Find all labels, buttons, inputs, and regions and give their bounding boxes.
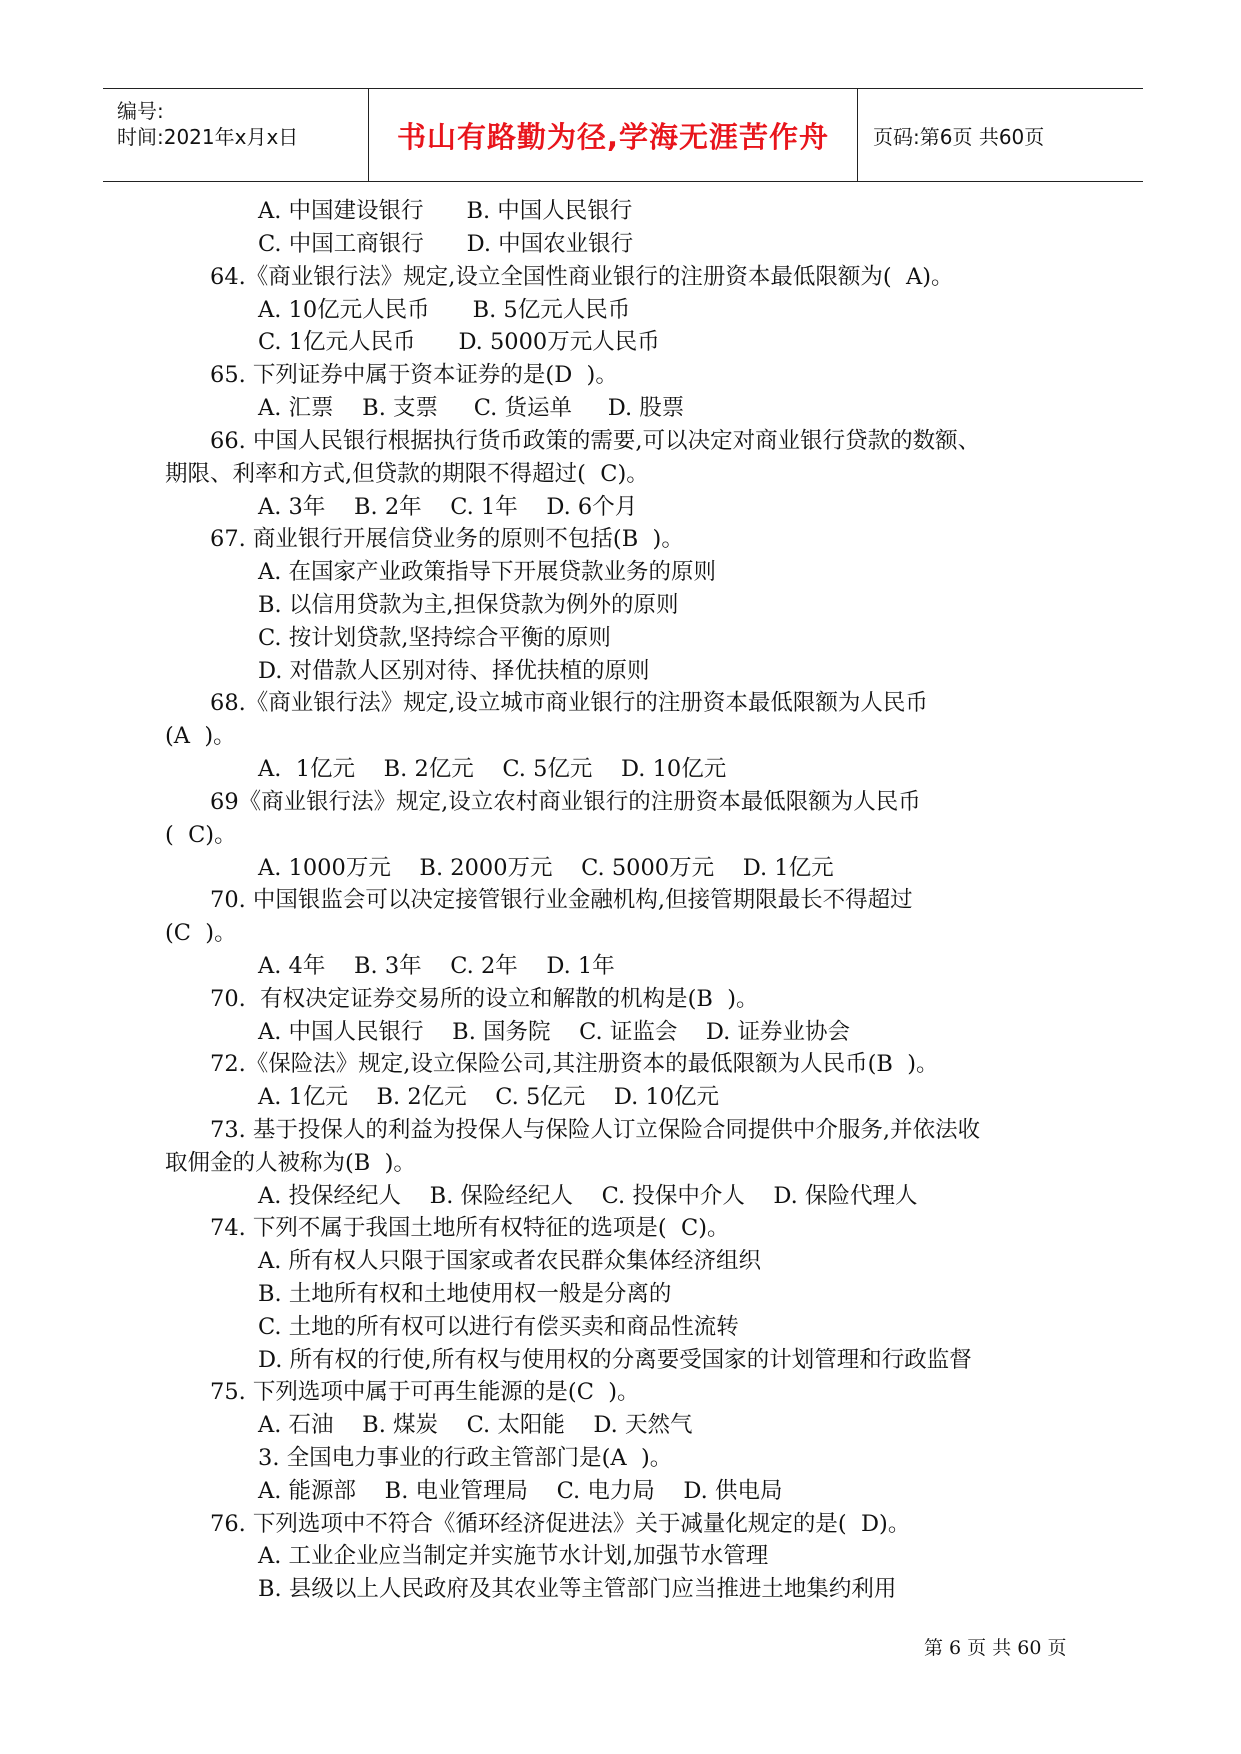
text-line: 66. 中国人民银行根据执行货币政策的需要,可以决定对商业银行贷款的数额、: [210, 428, 981, 454]
text-line: A. 所有权人只限于国家或者农民群众集体经济组织: [258, 1248, 762, 1274]
text-line: A. 1亿元 B. 2亿元 C. 5亿元 D. 10亿元: [258, 1084, 720, 1110]
text-line: D. 对借款人区别对待、择优扶植的原则: [258, 658, 650, 684]
text-line: 65. 下列证券中属于资本证券的是(D )。: [210, 362, 618, 388]
text-line: 67. 商业银行开展信贷业务的原则不包括(B )。: [210, 526, 684, 552]
text-line: A. 1亿元 B. 2亿元 C. 5亿元 D. 10亿元: [258, 756, 727, 782]
text-line: B. 县级以上人民政府及其农业等主管部门应当推进土地集约利用: [258, 1576, 897, 1602]
text-line: C. 按计划贷款,坚持综合平衡的原则: [258, 625, 611, 651]
text-line: A. 3年 B. 2年 C. 1年 D. 6个月: [258, 494, 638, 520]
text-line: A. 中国人民银行 B. 国务院 C. 证监会 D. 证券业协会: [258, 1019, 850, 1045]
text-line: B. 以信用贷款为主,担保贷款为例外的原则: [258, 592, 679, 618]
text-line: 74. 下列不属于我国土地所有权特征的选项是( C)。: [210, 1215, 730, 1241]
page-header: [103, 88, 1143, 182]
page-number-label: 页码:第6页 共60页: [873, 124, 1045, 149]
text-line: 75. 下列选项中属于可再生能源的是(C )。: [210, 1379, 640, 1405]
text-line: 取佣金的人被称为(B )。: [165, 1150, 416, 1176]
text-line: A. 10亿元人民币 B. 5亿元人民币: [258, 297, 631, 323]
text-line: A. 在国家产业政策指导下开展贷款业务的原则: [258, 559, 717, 585]
text-line: (C )。: [165, 920, 237, 946]
text-line: D. 所有权的行使,所有权与使用权的分离要受国家的计划管理和行政监督: [258, 1347, 972, 1373]
text-line: A. 工业企业应当制定并实施节水计划,加强节水管理: [258, 1543, 769, 1569]
text-line: A. 汇票 B. 支票 C. 货运单 D. 股票: [258, 395, 685, 421]
document-code-label: 编号:: [117, 99, 164, 123]
text-line: 期限、利率和方式,但贷款的期限不得超过( C)。: [165, 461, 649, 487]
text-line: 70. 中国银监会可以决定接管银行业金融机构,但接管期限最长不得超过: [210, 887, 913, 913]
text-line: 72.《保险法》规定,设立保险公司,其注册资本的最低限额为人民币(B )。: [210, 1051, 939, 1077]
text-line: C. 1亿元人民币 D. 5000万元人民币: [258, 329, 660, 355]
text-line: 64.《商业银行法》规定,设立全国性商业银行的注册资本最低限额为( A)。: [210, 264, 954, 290]
text-line: A. 投保经纪人 B. 保险经纪人 C. 投保中介人 D. 保险代理人: [258, 1183, 918, 1209]
text-line: A. 1000万元 B. 2000万元 C. 5000万元 D. 1亿元: [258, 855, 834, 881]
document-time-label: 时间:2021年x月x日: [117, 125, 299, 149]
text-line: C. 中国工商银行 D. 中国农业银行: [258, 231, 634, 257]
page-footer: 第 6 页 共 60 页: [924, 1637, 1067, 1659]
text-line: B. 土地所有权和土地使用权一般是分离的: [258, 1281, 672, 1307]
text-line: 69《商业银行法》规定,设立农村商业银行的注册资本最低限额为人民币: [210, 789, 921, 815]
text-line: 70. 有权决定证券交易所的设立和解散的机构是(B )。: [210, 986, 759, 1012]
text-line: 73. 基于投保人的利益为投保人与保险人订立保险合同提供中介服务,并依法收: [210, 1117, 981, 1143]
text-line: A. 4年 B. 3年 C. 2年 D. 1年: [258, 953, 615, 979]
text-line: 68.《商业银行法》规定,设立城市商业银行的注册资本最低限额为人民币: [210, 690, 928, 716]
text-line: (A )。: [165, 723, 236, 749]
text-line: A. 石油 B. 煤炭 C. 太阳能 D. 天然气: [258, 1412, 693, 1438]
motto-title: 书山有路勤为径,学海无涯苦作舟: [369, 89, 858, 181]
header-info: [103, 89, 369, 181]
text-line: A. 能源部 B. 电业管理局 C. 电力局 D. 供电局: [258, 1478, 783, 1504]
text-line: 76. 下列选项中不符合《循环经济促进法》关于减量化规定的是( D)。: [210, 1511, 911, 1537]
text-line: A. 中国建设银行 B. 中国人民银行: [258, 198, 633, 224]
text-line: ( C)。: [165, 822, 237, 848]
text-line: 3. 全国电力事业的行政主管部门是(A )。: [258, 1445, 673, 1471]
text-line: C. 土地的所有权可以进行有偿买卖和商品性流转: [258, 1314, 739, 1340]
